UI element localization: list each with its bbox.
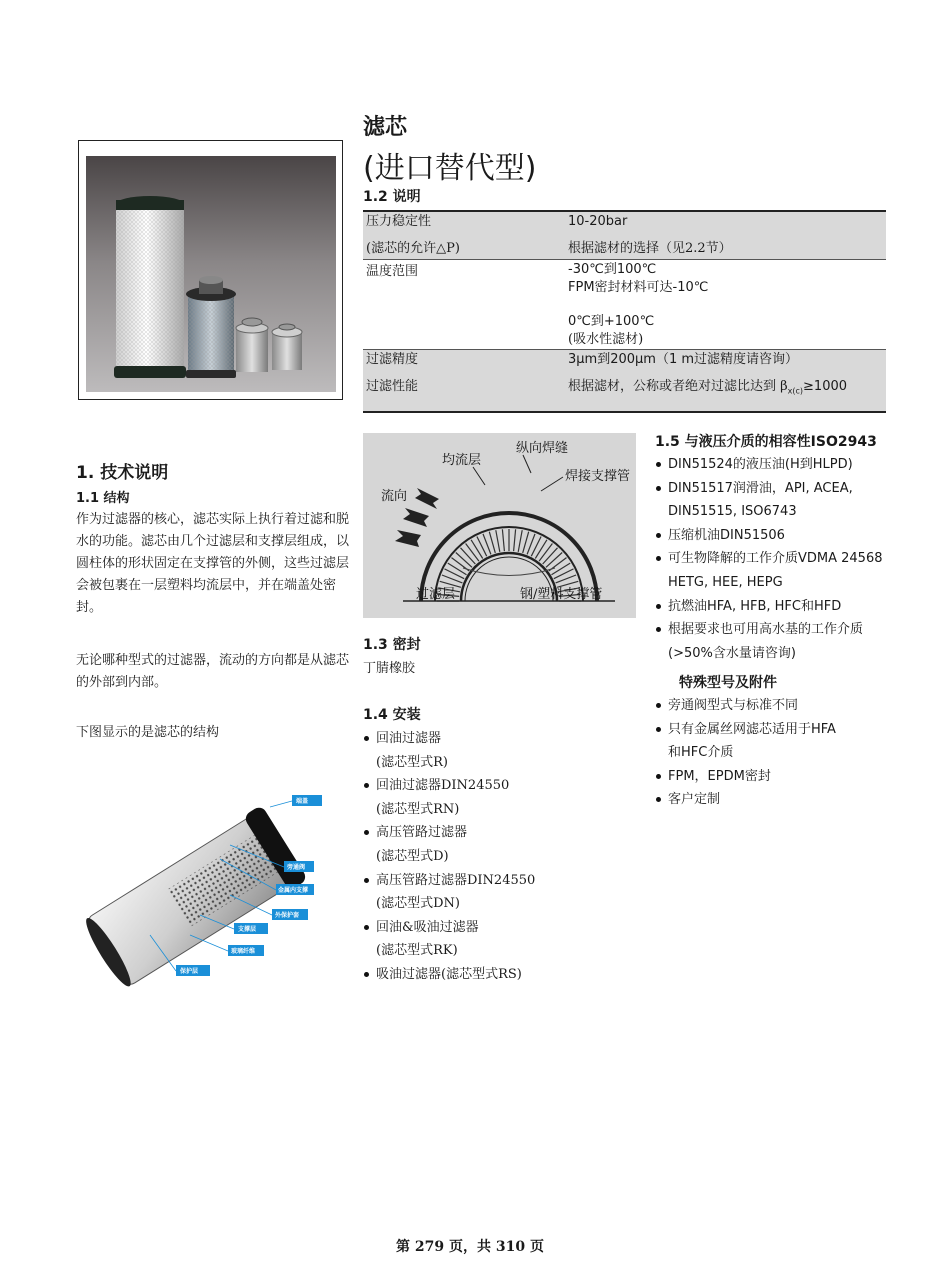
spec-value: 3μm到200μm（1 m过滤精度请咨询） bbox=[565, 350, 886, 371]
list-item-sub: (滤芯型式RK) bbox=[376, 943, 458, 959]
list-item bbox=[363, 916, 633, 963]
spec-key: 过滤精度 bbox=[363, 350, 565, 371]
list-item bbox=[655, 453, 895, 477]
pleat-line bbox=[514, 529, 516, 551]
compat-heading: 1.5 与液压介质的相容性ISO2943 bbox=[655, 434, 877, 450]
list-item bbox=[655, 547, 895, 594]
spec-value-line: -30℃到100℃ bbox=[568, 262, 657, 277]
diagram-label-weld-support: 焊接支撑管 bbox=[565, 469, 631, 484]
spec-table bbox=[363, 210, 886, 413]
label-text: 端盖 bbox=[296, 798, 309, 805]
list-item-label: 可生物降解的工作介质VDMA 24568 bbox=[668, 551, 883, 567]
list-item-label: 高压管路过滤器DIN24550 bbox=[376, 872, 536, 888]
list-item bbox=[655, 477, 895, 524]
pleat-line bbox=[523, 532, 529, 553]
special-heading: 特殊型号及附件 bbox=[679, 675, 777, 691]
list-item bbox=[655, 765, 895, 789]
list-item-label: DIN51524的液压油(H到HLPD) bbox=[668, 457, 853, 472]
seal-value: 丁腈橡胶 bbox=[363, 661, 416, 676]
pleat-line bbox=[502, 529, 504, 551]
product-title: 滤芯 bbox=[363, 115, 408, 140]
label-text: 玻璃纤维 bbox=[231, 948, 256, 955]
structure-paragraph: 作为过滤器的核心，滤芯实际上执行着过滤和脱水的功能。滤芯由几个过滤层和支撑层组成，以圆柱体的形状固定在支撑管的外侧，这些过滤层会被包裹在一层塑料均流层中，并在端盖处密封。 bbox=[76, 512, 350, 615]
diagram-label-flow-layer: 均流层 bbox=[442, 453, 482, 468]
label-text: 支撑层 bbox=[238, 926, 257, 933]
list-item bbox=[655, 718, 895, 765]
spec-value-text: 根据滤材，公称或者绝对过滤比达到 β bbox=[568, 379, 788, 394]
structure-cutaway-diagram bbox=[80, 785, 330, 1000]
list-item-label: 客户定制 bbox=[668, 792, 721, 808]
spec-key: 压力稳定性 bbox=[363, 211, 565, 232]
seal-heading: 1.3 密封 bbox=[363, 637, 421, 653]
list-item-label: FPM，EPDM密封 bbox=[668, 768, 771, 784]
diagram-label-flow-dir: 流向 bbox=[381, 489, 408, 504]
pleat-line bbox=[552, 563, 571, 575]
spec-value-line: 0℃到+100℃ bbox=[568, 314, 655, 329]
label-text: 旁通阀 bbox=[287, 864, 306, 871]
pleat-line bbox=[496, 530, 500, 552]
spec-row bbox=[363, 260, 886, 350]
structure-cutaway-svg bbox=[80, 785, 330, 1000]
product-photo-frame bbox=[78, 140, 343, 400]
spec-key: (滤芯的允许△P) bbox=[363, 232, 565, 260]
cross-section-svg bbox=[363, 433, 636, 618]
structure-heading: 1.1 结构 bbox=[76, 491, 130, 506]
spec-value: 根据滤材的选择（见2.2节） bbox=[565, 232, 886, 260]
pleat-line bbox=[466, 544, 479, 562]
list-item-sub: (滤芯型式DN) bbox=[376, 896, 460, 912]
list-item-label: DIN51517润滑油，API, ACEA, bbox=[668, 480, 853, 496]
list-item-sub: (滤芯型式R) bbox=[376, 754, 448, 770]
spec-heading: 1.2 说明 bbox=[363, 189, 421, 205]
list-item-label: 回油过滤器DIN24550 bbox=[376, 778, 510, 794]
list-item bbox=[363, 963, 633, 987]
diagram-caption: 下图显示的是滤芯的结构 bbox=[76, 725, 220, 740]
list-item bbox=[655, 618, 895, 665]
label-text: 保护层 bbox=[180, 968, 199, 975]
pleat-line bbox=[461, 548, 476, 564]
spec-row bbox=[363, 211, 886, 232]
tech-heading: 1. 技术说明 bbox=[76, 463, 169, 483]
label-text: 外保护套 bbox=[275, 912, 300, 919]
diagram-label-support-tube: 钢/塑料支撑管 bbox=[520, 587, 603, 602]
spec-value bbox=[565, 260, 886, 350]
spec-value-end: ≥1000 bbox=[803, 379, 848, 394]
spec-row bbox=[363, 370, 886, 412]
diagram-label-weld: 纵向焊缝 bbox=[516, 441, 569, 456]
spec-row bbox=[363, 350, 886, 371]
spec-key: 温度范围 bbox=[363, 260, 565, 350]
list-item-label: 压缩机油DIN51506 bbox=[668, 527, 785, 543]
spec-value bbox=[565, 370, 886, 412]
special-list bbox=[655, 694, 895, 812]
list-item bbox=[363, 869, 633, 916]
list-item-label: 只有金属丝网滤芯适用于HFA bbox=[668, 721, 836, 737]
pleat-line bbox=[448, 563, 467, 575]
list-item bbox=[655, 595, 895, 619]
spec-key: 过滤性能 bbox=[363, 370, 565, 412]
list-item bbox=[655, 524, 895, 548]
list-item-sub: (>50%含水量请咨询) bbox=[668, 645, 796, 661]
pleat-line bbox=[546, 553, 562, 568]
pleat-line bbox=[535, 540, 547, 559]
label-text: 金属内支撑 bbox=[278, 887, 309, 894]
page-number: 第 279 页，共 310 页 bbox=[396, 1239, 544, 1255]
spec-value-subscript: x(c) bbox=[787, 386, 804, 396]
flow-direction-paragraph: 无论哪种型式的过滤器，流动的方向都是从滤芯的外部到内部。 bbox=[76, 653, 350, 690]
list-item-label: 根据要求也可用高水基的工作介质 bbox=[668, 622, 864, 638]
list-item bbox=[363, 774, 633, 821]
list-item-sub: DIN51515, ISO6743 bbox=[668, 504, 797, 520]
list-item bbox=[655, 788, 895, 812]
spec-value-line bbox=[568, 296, 883, 313]
list-item-sub: HETG, HEE, HEPG bbox=[668, 574, 783, 590]
flow-arrow-icon bbox=[395, 530, 421, 547]
spec-value: 10-20bar bbox=[565, 211, 886, 232]
spec-value-line: (吸水性滤材) bbox=[568, 331, 644, 347]
compat-list bbox=[655, 453, 895, 665]
cross-section-diagram bbox=[363, 433, 636, 618]
list-item bbox=[655, 694, 895, 718]
list-item-sub: 和HFC介质 bbox=[668, 745, 734, 761]
list-item-sub: (滤芯型式D) bbox=[376, 848, 449, 864]
pleat-line bbox=[456, 553, 472, 568]
list-item-label: 吸油过滤器(滤芯型式RS) bbox=[376, 966, 522, 982]
list-item-label: 回油过滤器 bbox=[376, 731, 442, 746]
flow-arrow-icon bbox=[415, 488, 439, 509]
diagram-label-filter-layer: 过滤层 bbox=[416, 587, 456, 602]
list-item-sub: (滤芯型式RN) bbox=[376, 801, 460, 817]
install-list bbox=[363, 727, 633, 987]
list-item-label: 回油&吸油过滤器 bbox=[376, 919, 479, 935]
spec-row bbox=[363, 232, 886, 260]
pleat-line bbox=[518, 530, 522, 552]
pleat-line bbox=[539, 544, 552, 562]
pleat-line bbox=[471, 540, 483, 559]
pleat-line bbox=[489, 532, 495, 553]
list-item bbox=[363, 727, 633, 774]
spec-value-line: FPM密封材料可达-10℃ bbox=[568, 279, 709, 295]
list-item bbox=[363, 821, 633, 868]
list-item-label: 旁通阀型式与标准不同 bbox=[668, 698, 799, 713]
product-subtitle: (进口替代型) bbox=[363, 151, 537, 186]
list-item-label: 高压管路过滤器 bbox=[376, 825, 468, 841]
filter-elements-illustration bbox=[86, 156, 336, 392]
install-heading: 1.4 安装 bbox=[363, 707, 421, 723]
flow-arrow-icon bbox=[403, 508, 429, 527]
list-item-label: 抗燃油HFA, HFB, HFC和HFD bbox=[668, 598, 842, 614]
pleat-line bbox=[543, 548, 558, 564]
product-photo bbox=[86, 156, 336, 392]
